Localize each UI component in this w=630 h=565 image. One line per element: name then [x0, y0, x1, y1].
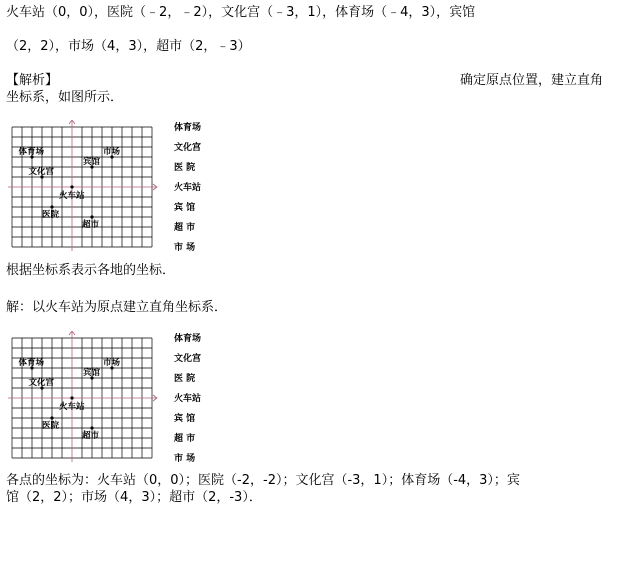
point-label-医院: 医院: [42, 421, 60, 431]
point-label-市场: 市场: [103, 147, 121, 157]
legend-item: 宾 馆: [174, 414, 196, 424]
legend-item: 文化宫: [174, 143, 202, 153]
point-label-火车站: 火车站: [59, 191, 85, 201]
point-label-体育场: 体育场: [18, 358, 45, 368]
legend-item: 宾 馆: [174, 203, 196, 213]
point-label-超市: 超市: [82, 431, 100, 441]
point-label-宾馆: 宾馆: [83, 157, 101, 167]
coordinate-figure-2: [6, 331, 226, 471]
legend-item: 火车站: [174, 394, 202, 404]
point-label-体育场: 体育场: [18, 147, 45, 157]
analysis-line-3: 根据坐标系表示各地的坐标．: [6, 263, 176, 278]
answer-line-2: 馆（2，2）；市场（4，3）；超市（2，-3）．: [6, 490, 262, 505]
point-label-宾馆: 宾馆: [83, 368, 101, 378]
point-火车站: [70, 185, 73, 188]
point-label-火车站: 火车站: [59, 402, 85, 412]
point-医院: [50, 205, 53, 208]
legend-item: 超 市: [174, 223, 196, 233]
answer-line-1: 各点的坐标为：火车站（0，0）；医院（-2，-2）；文化宫（-3，1）；体育场（-4，3）；宾: [6, 473, 520, 488]
legend-item: 超 市: [174, 434, 196, 444]
point-医院: [50, 416, 53, 419]
legend-item: 市 场: [174, 454, 196, 464]
solution-line-1: 解：以火车站为原点建立直角坐标系．: [6, 300, 228, 315]
legend-item: 体育场: [174, 123, 202, 133]
legend-item: 市 场: [174, 243, 196, 253]
legend-item: 医 院: [174, 163, 196, 173]
coordinate-grid-1: [6, 120, 171, 260]
analysis-line-2: 坐标系，如图所示．: [6, 90, 124, 105]
coordinate-grid-2: [6, 331, 171, 471]
legend-item: 体育场: [174, 334, 202, 344]
legend-item: 火车站: [174, 183, 202, 193]
point-label-文化宫: 文化宫: [28, 167, 55, 177]
analysis-heading: 【解析】: [6, 73, 59, 88]
legend-item: 文化宫: [174, 354, 202, 364]
coordinate-figure-1: [6, 120, 226, 260]
point-label-市场: 市场: [103, 358, 121, 368]
point-label-超市: 超市: [82, 220, 100, 230]
point-超市: [90, 215, 93, 218]
point-label-文化宫: 文化宫: [28, 378, 55, 388]
analysis-right-text: 确定原点位置，建立直角: [460, 73, 604, 88]
point-火车站: [70, 396, 73, 399]
point-label-医院: 医院: [42, 210, 60, 220]
question-line-1: 火车站（0，0），医院（﹣2，﹣2），文化宫（﹣3，1），体育场（﹣4，3），宾馆: [6, 5, 476, 20]
point-超市: [90, 426, 93, 429]
legend-item: 医 院: [174, 374, 196, 384]
question-line-2: （2，2），市场（4，3），超市（2，﹣3）: [6, 39, 251, 54]
